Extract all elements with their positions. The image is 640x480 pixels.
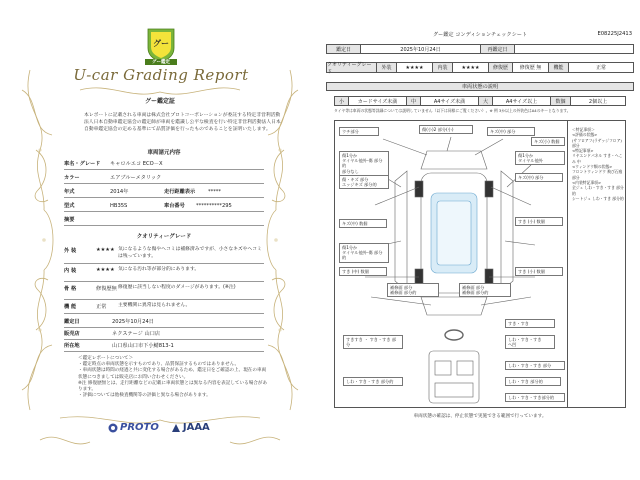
quality-text: 気になるような傷やヘコミは補修済みですが、小さなキズやヘコミは残っています。: [118, 247, 262, 259]
note-line: <ウィンドウ類の状態>: [572, 164, 613, 170]
damage-note: しわ・すき・すき 部分的: [343, 377, 403, 386]
chassis-label: 車台番号: [164, 203, 185, 209]
damage-note: 傷(小)2 部分(小): [419, 125, 473, 134]
inspection-footnote: 車両状態の確認は、停止状態で実施できる範囲で行っています。: [413, 414, 547, 419]
quality-text: 主要機関に異常は見られません。: [118, 303, 191, 308]
year-value: 2014年: [110, 189, 129, 195]
dealer-label: 販売店: [64, 331, 80, 337]
quality-grade: ★★★★: [96, 267, 115, 273]
model-row: [64, 158, 264, 170]
type-row: [64, 200, 264, 212]
condition-check-sheet: [320, 0, 640, 480]
remarks-label: 摘要: [64, 217, 75, 223]
special-notes-panel: [568, 120, 626, 408]
quality-label: 外 装: [64, 248, 77, 254]
damage-note: 傷1分か タイヤル他外-傷 部分的 部分なし: [339, 151, 389, 176]
damage-note: しわ・すき・すき 部分: [505, 361, 565, 370]
quality-row-frame: [64, 282, 264, 300]
inspection-date-value: 2025年10月24日: [112, 319, 154, 325]
vehicle-section-heading: 車両諸元内容: [147, 150, 181, 156]
special-notes: [572, 127, 624, 201]
report-notes: [78, 356, 268, 399]
function-label: 機能: [549, 63, 569, 72]
date-table: [326, 44, 634, 54]
reinspection-label: 再鑑定日: [481, 45, 515, 53]
damage-note: すき (中) 数個: [339, 267, 387, 276]
repair-label: 修復歴: [489, 63, 513, 72]
grade-table: [326, 62, 634, 73]
notes-title: ＜特記事項＞: [572, 127, 595, 132]
quality-text: 修復歴に該当しない程度のダメージがあります。(※注): [118, 285, 236, 290]
proto-mark-icon: [108, 423, 118, 433]
damage-note: 補修面 部分 補修面 部分的: [387, 283, 439, 297]
legend-note: タイヤ等は車両の状態等詳細については説明していません（以下は同様にご覧ください）。※ 例 3か以上の外装色はA4のキーとなります。: [334, 108, 571, 113]
exterior-label: 外装: [377, 63, 397, 72]
damage-note: 傷・キズ 部分 エッジキズ 部分的: [339, 175, 389, 189]
footer-logos: [108, 422, 228, 433]
size-small-label: 小: [335, 97, 349, 105]
size-small-value: カードサイズ未満: [349, 97, 407, 105]
certificate-title: グー鑑定証: [144, 98, 175, 105]
type-label: 型式: [64, 203, 75, 209]
quality-grade: 正常: [96, 304, 107, 310]
note-line: ・車両状態は時間の経過と共に変化する場合があるため、鑑定日をご確認の上、現在の車両状態につきましては販売店にお問い合わせください。: [78, 368, 267, 380]
logo-label: グー鑑定: [145, 59, 177, 65]
damage-note: キズ(中) 部分: [515, 173, 563, 182]
sheet-title: グー鑑定 コンディションチェックシート: [432, 32, 528, 38]
jaaa-logo: [171, 422, 210, 433]
mileage-label: 走行距離表示: [164, 189, 196, 195]
quality-grade: ★★★★: [96, 247, 115, 253]
quality-row-exterior: [64, 244, 264, 264]
mileage-value: *****: [208, 188, 221, 195]
jaaa-mark-icon: [171, 423, 181, 433]
date-label: 鑑定日: [327, 45, 361, 53]
repair-value: 修復歴 無: [513, 63, 549, 72]
function-value: 正常: [595, 65, 606, 71]
dealer-value: ネクステージ 山口店: [112, 331, 161, 337]
damage-note: キズ(中) 部分: [487, 127, 535, 136]
damage-note: キズ(小) 数個: [531, 137, 565, 146]
type-value: HB35S: [110, 202, 128, 209]
goo-kantei-logo: [145, 26, 177, 64]
quality-text: 気になる汚れ等が部分的にあります。: [118, 267, 200, 272]
condition-section-heading: 車両状態の説明: [326, 82, 634, 91]
date-value: 2025年10月24日: [361, 45, 481, 53]
note-line: <評価の状態>: [572, 132, 598, 138]
svg-text:グー: グー: [153, 39, 169, 48]
color-row: [64, 172, 264, 184]
damage-note: すきすき ・ すき・すき 部分: [343, 335, 403, 349]
note-line: ※注 修復歴無とは、走行距離などの記載に車両状態とは異なる内容を表記している場合があります。: [78, 380, 268, 393]
inspection-date-label: 鑑定日: [64, 319, 80, 325]
proto-logo-text: PROTO: [120, 422, 159, 433]
damage-note: すき (小) 数個: [515, 267, 563, 276]
damage-note: 補修面 部分 補修面 部分的: [459, 283, 511, 297]
address-label: 所在地: [64, 343, 80, 349]
remarks-row: [64, 214, 264, 226]
vehicle-diagram: [334, 120, 568, 408]
certificate-intro: 本レポートに記載される車両は株式会社プロトコーポレーションが委託する特定非営利活動法人日本自動車鑑定協会の鑑定師が車両を鑑識し公平な検査を行い特定非営利活動法人日本自動車鑑定協会の定める基準にて品質評価を行ったものであることを証明いたします。: [84, 113, 281, 132]
damage-note: 傷1分か タイヤル他外: [515, 151, 565, 165]
quality-label: 内 装: [64, 268, 77, 274]
jaaa-logo-text: JAAA: [182, 422, 210, 433]
damage-note: ウチ部分: [339, 127, 379, 136]
note-line: シートジュ しわ・すき 部分的: [572, 195, 624, 201]
damage-note: キズ(中) 数個: [339, 219, 387, 228]
size-large-value: A4サイズ以上: [493, 97, 551, 105]
note-line: ・鑑定時点の車両状態を示すものであり、品質保証するものではありません。: [78, 362, 240, 368]
quality-grade: 修復歴無: [96, 286, 117, 292]
year-label: 年式: [64, 189, 75, 195]
interior-value: ★★★★: [453, 63, 489, 72]
interior-label: 内装: [433, 63, 453, 72]
dealer-row: [64, 328, 264, 340]
damage-note: すき (小) 数個: [515, 217, 563, 226]
grading-report-title: U-car Grading Report: [73, 66, 249, 84]
document-code: E08225J2413: [597, 31, 632, 37]
damage-note: すき・すき: [505, 319, 555, 328]
quality-label: 骨 格: [64, 286, 77, 292]
model-label: 車名・グレード: [64, 161, 101, 167]
year-row: [64, 186, 264, 198]
quality-section-heading: クオリティーグレード: [136, 234, 192, 240]
reinspection-value: [515, 45, 633, 53]
size-count-value: 2個以上: [588, 98, 608, 105]
model-value: キャロルエコ ECO－X: [110, 161, 163, 167]
size-large-label: 大: [479, 97, 493, 105]
color-value: エアブルーメタリック: [110, 175, 162, 181]
color-label: カラー: [64, 175, 80, 181]
exterior-value: ★★★★: [397, 63, 433, 72]
size-medium-label: 中: [407, 97, 421, 105]
address-row: [64, 340, 264, 352]
inspection-date-row: [64, 316, 264, 328]
quality-label: 機 能: [64, 304, 77, 310]
note-line: ・評価については他検査機関等の評価と異なる場合があります。: [78, 393, 211, 399]
notes-title: ＜鑑定レポートについて＞: [78, 356, 134, 361]
address-value: 山口県山口市下小鯖813-1: [112, 343, 174, 349]
size-legend: [334, 96, 626, 106]
note-line: (サフロアフ(ラゲッジフロア) 部分: [572, 137, 622, 148]
damage-note: しわ・すき・すき へ凹: [505, 335, 555, 349]
size-medium-value: A4サイズ未満: [421, 97, 479, 105]
grade-title: クオリティーグレード: [327, 63, 377, 72]
note-line: 全ジュ しわ・すき・すき 部分的: [572, 185, 624, 196]
note-line: <内装特記事項>: [572, 179, 602, 185]
size-count-label: 数個: [551, 97, 571, 105]
chassis-value: **********295: [196, 202, 232, 209]
note-line: <特記事項>: [572, 148, 594, 154]
note-line: リヤエンドパネル すき・へこみ 中: [572, 153, 623, 164]
note-line: フロントウィンドウ 飛び石痕 部分: [572, 169, 623, 180]
quality-row-interior: [64, 264, 264, 282]
damage-note: 傷1分か タイヤル他外-傷 部分的: [339, 243, 389, 263]
proto-logo: [108, 422, 159, 433]
damage-note: しわ・すき・すき部分的: [505, 393, 565, 402]
quality-row-function: [64, 300, 264, 314]
damage-note: しわ・すき 部分的: [505, 377, 561, 386]
